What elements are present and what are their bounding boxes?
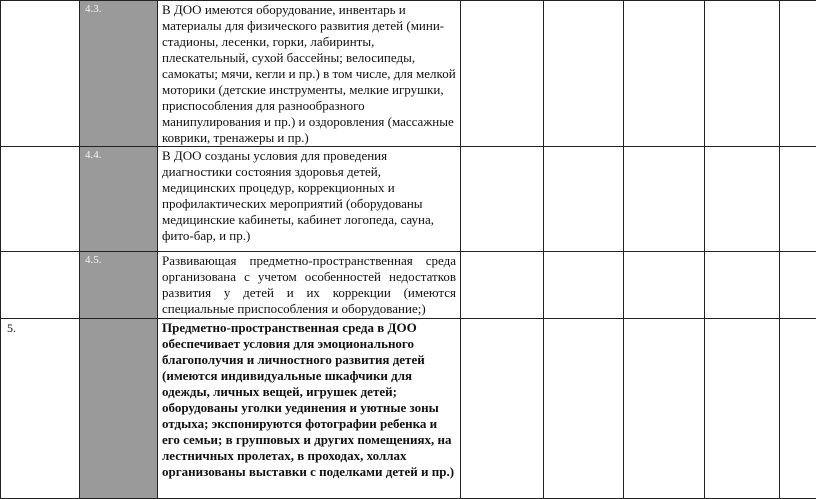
sub-number-cell [80, 147, 158, 252]
sub-number: 4.4. [80, 147, 157, 162]
criterion-text-cell [158, 147, 461, 252]
table-row [1, 252, 816, 319]
score-cell[interactable] [624, 319, 705, 499]
table-row [1, 147, 816, 252]
main-number [1, 147, 79, 149]
score-cell[interactable] [624, 147, 705, 252]
criterion-text: Развивающая предметно-пространственная среда организована с учетом особенностей недостатков развития у детей и их коррекции (имеются специальные приспособления и оборудование;) [158, 252, 460, 317]
criterion-text: Предметно-пространственная среда в ДОО обеспечивает условия для эмоционального благополучия и личностного развития детей (имеются индивидуальные шкафчики для одежды, личных вещей, игрушек детей; оборудованы уголки уединения и уютные зоны отдыха; экспонируются фотографии ребенка и его семьи; в групповых и других помещениях, на лестничных пролетах, в проходах, холлах организованы выставки с поделками детей и пр.) [158, 319, 460, 480]
score-cell[interactable] [780, 319, 816, 499]
main-number-cell [1, 319, 80, 499]
main-number [1, 252, 79, 254]
score-cell[interactable] [780, 252, 816, 319]
main-number-cell [1, 147, 80, 252]
criterion-text-cell [158, 1, 461, 147]
main-number-cell [1, 1, 80, 147]
sub-number-cell [80, 319, 158, 499]
score-cell[interactable] [544, 319, 624, 499]
main-number-cell [1, 252, 80, 319]
sub-number-cell [80, 252, 158, 319]
sub-number-cell [80, 1, 158, 147]
score-cell[interactable] [705, 1, 780, 147]
score-cell[interactable] [624, 1, 705, 147]
table-row [1, 1, 816, 147]
score-cell[interactable] [705, 252, 780, 319]
score-cell[interactable] [461, 319, 544, 499]
sub-number [80, 319, 157, 320]
score-cell[interactable] [705, 319, 780, 499]
score-cell[interactable] [544, 252, 624, 319]
main-number [1, 1, 79, 3]
score-cell[interactable] [780, 1, 816, 147]
criterion-text-cell [158, 319, 461, 499]
score-cell[interactable] [461, 252, 544, 319]
score-cell[interactable] [544, 1, 624, 147]
score-cell[interactable] [544, 147, 624, 252]
criterion-text: В ДОО имеются оборудование, инвентарь и материалы для физического развития детей (мини-стадионы, лесенки, горки, лабиринты, плескательный, сухой бассейны; велосипеды, самокаты; мячи, кегли и пр.) в том числе, для мелкой моторики (детские инструменты, мелкие игрушки, приспособления для разнообразного манипулирования и пр.) и оздоровления (массажные коврики, тренажеры и пр.) [158, 1, 460, 146]
sub-number: 4.5. [80, 252, 157, 267]
score-cell[interactable] [461, 147, 544, 252]
main-number: 5. [1, 319, 79, 335]
criterion-text-cell [158, 252, 461, 319]
criterion-text: В ДОО созданы условия для проведения диагностики состояния здоровья детей, медицинских процедур, коррекционных и профилактических мероприятий (оборудованы медицинские кабинеты, кабинет логопеда, сауна, фито-бар, и пр.) [158, 147, 460, 244]
score-cell[interactable] [461, 1, 544, 147]
score-cell[interactable] [624, 252, 705, 319]
score-cell[interactable] [780, 147, 816, 252]
score-cell[interactable] [705, 147, 780, 252]
sub-number: 4.3. [80, 1, 157, 16]
table-row [1, 319, 816, 499]
